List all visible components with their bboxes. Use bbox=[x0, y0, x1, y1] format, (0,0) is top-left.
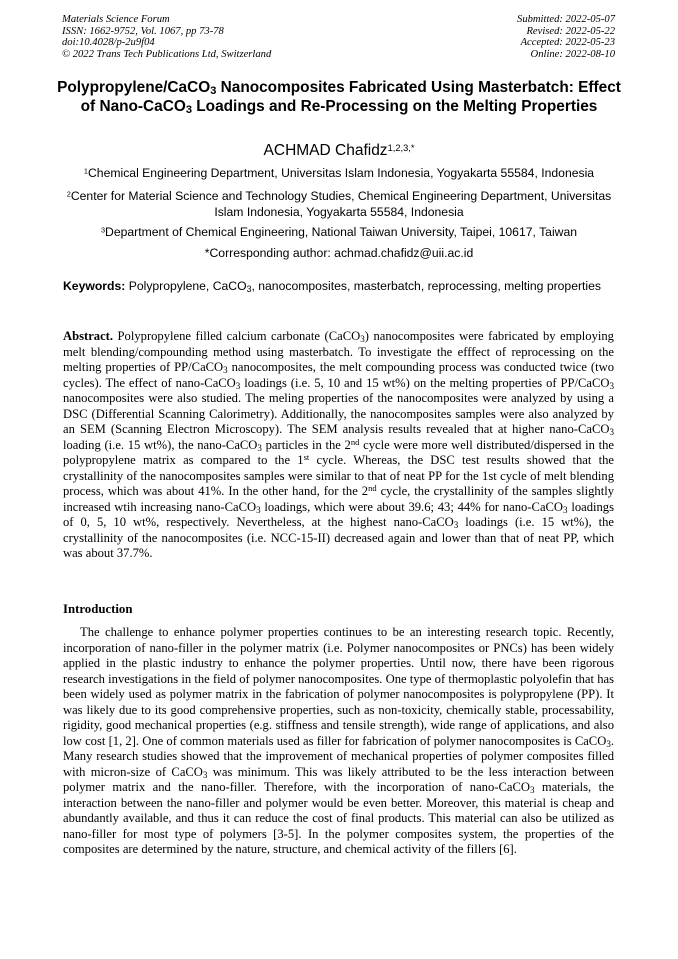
journal-issn: ISSN: 1662-9752, Vol. 1067, pp 73-78 bbox=[62, 25, 224, 37]
keywords-label: Keywords: bbox=[63, 279, 126, 293]
affiliation-3: $^3$Department of Chemical Engineering, National Taiwan University, Taipei, 10617, Taiwan bbox=[100, 225, 578, 239]
author-name: ACHMAD Chafidz bbox=[263, 142, 388, 159]
keywords: Keywords: Polypropylene, CaCO$_3$, nanocomposites, masterbatch, reprocessing, melting properties bbox=[63, 279, 602, 294]
submission-dates bbox=[517, 14, 615, 60]
affiliation-2: $^2$Center for Material Science and Technology Studies, Chemical Engineering Department, Universitas Islam Indonesia, Yogyakarta 55584, Indonesia bbox=[66, 189, 612, 219]
affiliation-1: $^1$Chemical Engineering Department, Universitas Islam Indonesia, Yogyakarta 55584, Indonesia bbox=[83, 166, 595, 180]
date-online: Online: 2022-08-10 bbox=[530, 48, 615, 60]
introduction-heading: Introduction bbox=[63, 602, 133, 616]
abstract: Abstract. Polypropylene filled calcium carbonate (CaCO$_3$) nanocomposites were fabricated by employing melt blending/compounding method using masterbatch. To investigate the efffect of reprocessing on the melting properties of PP/CaCO$_3$ nanocomposites, the melt compounding process was conducted twice (two cycles). The effect of nano-CaCO$_3$ loadings (i.e. 5, 10 and 15 wt%) on the melting properties of PP/CaCO$_3$ nanocomposites were also studied. The meling properties of the nanocomposites were analyzed by using a DSC (Differential Scanning Calorimetry). Additionally, the nanocomposites samples were also analyzed by an SEM (Scanning Electron Microscopy). The SEM analysis results revealed that at higher nano-CaCO$_3$ loading (i.e. 15 wt%), the nano-CaCO$_3$ particles in the 2nd cycle were more well distributed/dispersed in the polypropylene matrix as compared to the 1st cycle. Whereas, the DSC test results showed that the crystallinity of the nanocomposites samples were similar to that of neat PP for the 1st cycle of melt blending process, which was about 41%. In the other hand, for the 2nd cycle, the crystallinity of the samples slightly increased wtih increasing nano-CaCO$_3$ loadings, which were about 39.6; 43; 44% for nano-CaCO$_3$ loadings of 0, 5, 10 wt%, respectively. Nevertheless, at the highest nano-CaCO$_3$ loadings (i.e. 15 wt%), the crystallinity of the nanocomposites (i.e. NCC-15-II) decreased again and lower than that of neat PP, which was about 37.7%. bbox=[63, 329, 614, 560]
journal-copyright: © 2022 Trans Tech Publications Ltd, Switzerland bbox=[62, 48, 272, 60]
date-revised: Revised: 2022-05-22 bbox=[526, 25, 615, 37]
author: ACHMAD Chafidz$^{1,2,3,*}$ bbox=[263, 142, 415, 159]
abstract-label: Abstract. bbox=[63, 329, 114, 343]
corresponding-author: *Corresponding author: achmad.chafidz@uii.ac.id bbox=[204, 246, 474, 260]
date-submitted: Submitted: 2022-05-07 bbox=[517, 14, 615, 25]
journal-info bbox=[62, 14, 271, 60]
paper-title: Polypropylene/CaCO$_3$ Nanocomposites Fabricated Using Masterbatch: Effect of Nano-CaCO$_3$ Loadings and Re-Processing on the Melting Properties bbox=[57, 79, 621, 116]
date-accepted: Accepted: 2022-05-23 bbox=[520, 37, 615, 49]
introduction-paragraph: The challenge to enhance polymer properties continues to be an interesting research topic. Recently, incorporation of nano-filler in the polymer matrix (i.e. Polymer nanocomposites or PNCs) has been widely applied in the plastic industry to enhance the polymer properties. Until now, there have been rigorous research investigations in the field of polymer nanocomposites. One type of thermoplastic polyolefin that has been widely used as polymer matrix in the fabrication of polymer nanocomposites is polypropylene (PP). It was likely due to its good comprehensive properties, such as non-toxicity, chemically stable, processability, rigidity, good mechanical properties (e.g. stiffness and tensile strength), wide range of applications, and also low cost [1, 2]. One of common materials used as filler for fabrication of polymer nanocomposites is CaCO$_3$. Many research studies showed that the improvement of mechanical properties of polymer composites filled with micron-size of CaCO$_3$ was minimum. This was likely attributed to be the less interaction between polymer matrix and the nano-filler. Therefore, with the incorporation of nano-CaCO$_3$ materials, the interaction between the nano-filler and polymer would be even better. Moreover, this material is cheap and abundantly available, and thus it can reduce the cost of final products. This material can also be utilized as nano-filler for most type of polymers [3-5]. In the polymer composites system, the properties of the composites are determined by the nature, structure, and chemical activity of the fillers [6]. bbox=[63, 625, 614, 856]
journal-name: Materials Science Forum bbox=[62, 14, 170, 25]
journal-doi: doi:10.4028/p-2u9f04 bbox=[62, 37, 155, 49]
